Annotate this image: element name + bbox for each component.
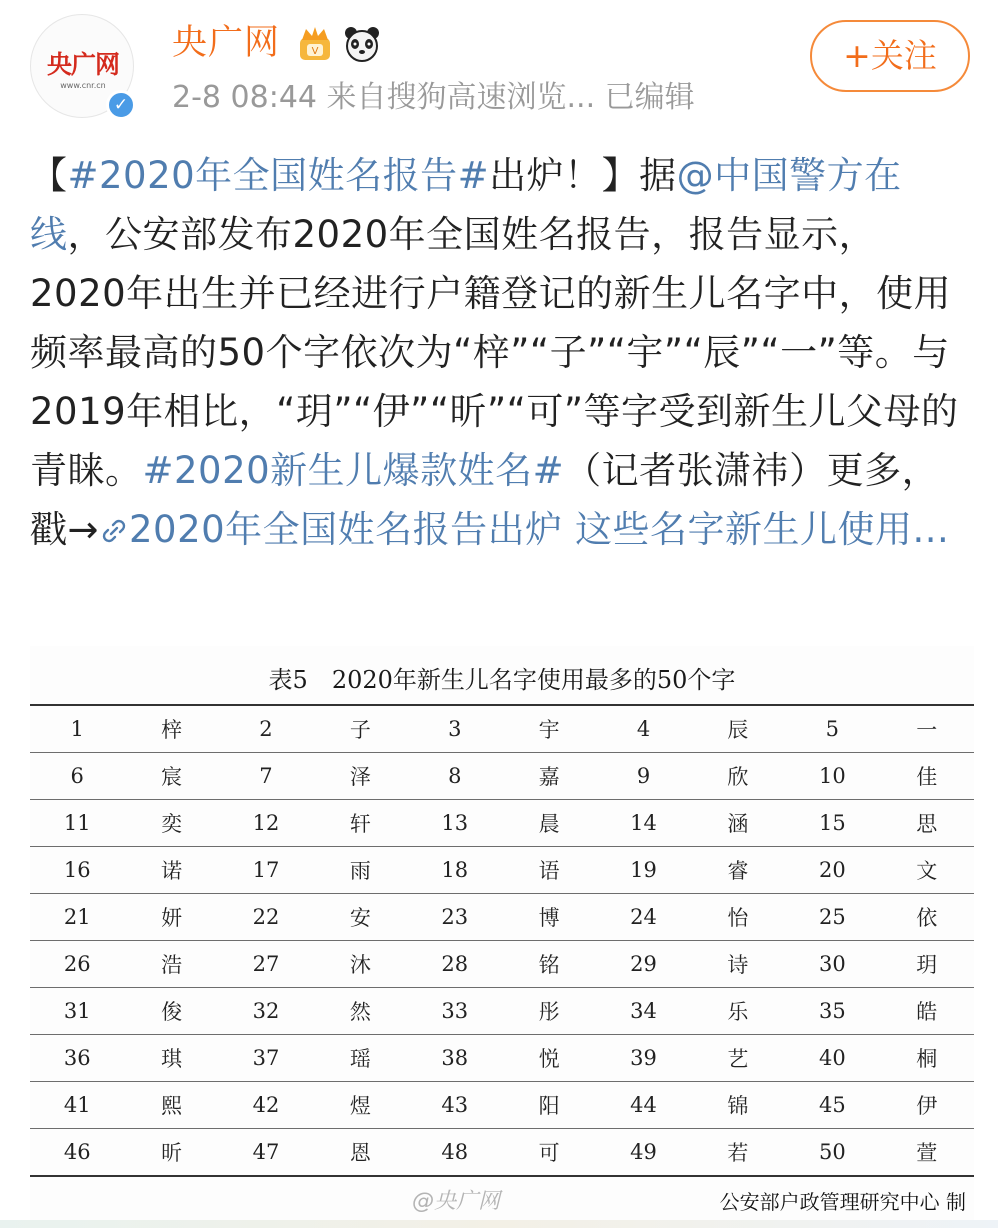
character-cell: 博 [502, 894, 596, 941]
watermark: @央广网 [412, 1189, 501, 1214]
rank-cell: 10 [785, 753, 879, 800]
panda-icon [342, 24, 382, 64]
rank-cell: 26 [30, 941, 124, 988]
character-cell: 琪 [124, 1035, 218, 1082]
rank-cell: 36 [30, 1035, 124, 1082]
rank-cell: 9 [596, 753, 690, 800]
character-cell: 锦 [691, 1082, 785, 1129]
rank-cell: 46 [30, 1129, 124, 1177]
follow-button[interactable]: +关注 [810, 20, 970, 92]
crown-icon [296, 24, 334, 64]
table-row [30, 753, 974, 800]
article-link-text[interactable]: 2020年全国姓名报告出炉 这些名字新生儿使用... [129, 508, 950, 551]
character-cell: 熙 [124, 1082, 218, 1129]
character-cell: 诗 [691, 941, 785, 988]
rank-cell: 1 [30, 705, 124, 753]
post-image-table[interactable] [30, 646, 974, 1228]
avatar-logo: 央广网 [46, 50, 119, 79]
character-cell: 桐 [880, 1035, 974, 1082]
rank-cell: 41 [30, 1082, 124, 1129]
table-row [30, 1129, 974, 1177]
character-cell: 阳 [502, 1082, 596, 1129]
character-cell: 睿 [691, 847, 785, 894]
table-row [30, 894, 974, 941]
table-row [30, 847, 974, 894]
character-cell: 宇 [502, 705, 596, 753]
post-text-bracket: 【 [30, 154, 68, 197]
rank-cell: 33 [408, 988, 502, 1035]
character-cell: 轩 [313, 800, 407, 847]
rank-cell: 50 [785, 1129, 879, 1177]
character-cell: 怡 [691, 894, 785, 941]
post-meta: 2-8 08:44 来自搜狗高速浏览... 已编辑 [172, 80, 695, 115]
rank-cell: 2 [219, 705, 313, 753]
hashtag-name-report[interactable]: #2020年全国姓名报告# [67, 154, 490, 197]
rank-cell: 32 [219, 988, 313, 1035]
character-cell: 一 [880, 705, 974, 753]
username[interactable]: 央广网 [172, 23, 281, 63]
rank-cell: 27 [219, 941, 313, 988]
character-cell: 泽 [313, 753, 407, 800]
character-cell: 诺 [124, 847, 218, 894]
character-cell: 乐 [691, 988, 785, 1035]
character-cell: 嘉 [502, 753, 596, 800]
character-cell: 欣 [691, 753, 785, 800]
table-row [30, 705, 974, 753]
character-cell: 悦 [502, 1035, 596, 1082]
character-cell: 梓 [124, 705, 218, 753]
rank-cell: 28 [408, 941, 502, 988]
rank-cell: 4 [596, 705, 690, 753]
character-cell: 宸 [124, 753, 218, 800]
rank-cell: 31 [30, 988, 124, 1035]
rank-cell: 29 [596, 941, 690, 988]
article-link[interactable] [99, 508, 949, 551]
table-row [30, 941, 974, 988]
rank-cell: 5 [785, 705, 879, 753]
svg-text:V: V [311, 46, 319, 57]
character-cell: 晨 [502, 800, 596, 847]
rank-cell: 22 [219, 894, 313, 941]
character-cell: 玥 [880, 941, 974, 988]
mention-link[interactable]: @中国警方在线 [30, 154, 902, 256]
character-cell: 煜 [313, 1082, 407, 1129]
rank-cell: 7 [219, 753, 313, 800]
rank-cell: 37 [219, 1035, 313, 1082]
name-frequency-table [30, 704, 974, 1177]
rank-cell: 20 [785, 847, 879, 894]
character-cell: 佳 [880, 753, 974, 800]
character-cell: 可 [502, 1129, 596, 1177]
rank-cell: 21 [30, 894, 124, 941]
rank-cell: 13 [408, 800, 502, 847]
rank-cell: 48 [408, 1129, 502, 1177]
table-row [30, 1082, 974, 1129]
character-cell: 彤 [502, 988, 596, 1035]
rank-cell: 35 [785, 988, 879, 1035]
rank-cell: 19 [596, 847, 690, 894]
character-cell: 艺 [691, 1035, 785, 1082]
character-cell: 伊 [880, 1082, 974, 1129]
rank-cell: 30 [785, 941, 879, 988]
rank-cell: 47 [219, 1129, 313, 1177]
rank-cell: 12 [219, 800, 313, 847]
verified-check-icon: ✓ [106, 90, 136, 120]
character-cell: 恩 [313, 1129, 407, 1177]
character-cell: 然 [313, 988, 407, 1035]
rank-cell: 17 [219, 847, 313, 894]
rank-cell: 44 [596, 1082, 690, 1129]
character-cell: 妍 [124, 894, 218, 941]
rank-cell: 24 [596, 894, 690, 941]
rank-cell: 15 [785, 800, 879, 847]
post-text-segment: （记者张潇祎）更多，戳→ [30, 449, 940, 551]
rank-cell: 42 [219, 1082, 313, 1129]
rank-cell: 49 [596, 1129, 690, 1177]
rank-cell: 38 [408, 1035, 502, 1082]
character-cell: 思 [880, 800, 974, 847]
rank-cell: 34 [596, 988, 690, 1035]
table-row [30, 1035, 974, 1082]
character-cell: 涵 [691, 800, 785, 847]
character-cell: 铭 [502, 941, 596, 988]
character-cell: 依 [880, 894, 974, 941]
rank-cell: 8 [408, 753, 502, 800]
link-icon [99, 516, 129, 546]
character-cell: 浩 [124, 941, 218, 988]
table-source: 公安部户政管理研究中心 制 [719, 1190, 966, 1214]
character-cell: 俊 [124, 988, 218, 1035]
rank-cell: 45 [785, 1082, 879, 1129]
rank-cell: 39 [596, 1035, 690, 1082]
post-text-segment: ，公安部发布2020年全国姓名报告，报告显示，2020年出生并已经进行户籍登记的新生儿名字中，使用频率最高的50个字依次为“梓”“子”“宇”“辰”“一”等。与2019年相比，“玥”“伊”“昕”“可”等字受到新生儿父母的青睐。 [30, 213, 959, 492]
character-cell: 奕 [124, 800, 218, 847]
rank-cell: 11 [30, 800, 124, 847]
hashtag-newborn-names[interactable]: #2020新生儿爆款姓名# [142, 449, 565, 492]
character-cell: 沐 [313, 941, 407, 988]
character-cell: 瑶 [313, 1035, 407, 1082]
rank-cell: 43 [408, 1082, 502, 1129]
character-cell: 安 [313, 894, 407, 941]
table-row [30, 988, 974, 1035]
character-cell: 若 [691, 1129, 785, 1177]
character-cell: 皓 [880, 988, 974, 1035]
table-row [30, 800, 974, 847]
rank-cell: 16 [30, 847, 124, 894]
rank-cell: 25 [785, 894, 879, 941]
rank-cell: 18 [408, 847, 502, 894]
rank-cell: 40 [785, 1035, 879, 1082]
post-text [30, 146, 970, 559]
character-cell: 昕 [124, 1129, 218, 1177]
character-cell: 辰 [691, 705, 785, 753]
post-text-segment: 出炉！】据 [489, 154, 677, 197]
avatar-url: www.cnr.cn [60, 81, 106, 90]
rank-cell: 6 [30, 753, 124, 800]
character-cell: 子 [313, 705, 407, 753]
rank-cell: 14 [596, 800, 690, 847]
character-cell: 文 [880, 847, 974, 894]
bottom-divider [0, 1220, 998, 1228]
rank-cell: 23 [408, 894, 502, 941]
rank-cell: 3 [408, 705, 502, 753]
character-cell: 雨 [313, 847, 407, 894]
table-title: 表5 2020年新生儿名字使用最多的50个字 [268, 666, 736, 694]
character-cell: 语 [502, 847, 596, 894]
character-cell: 萱 [880, 1129, 974, 1177]
